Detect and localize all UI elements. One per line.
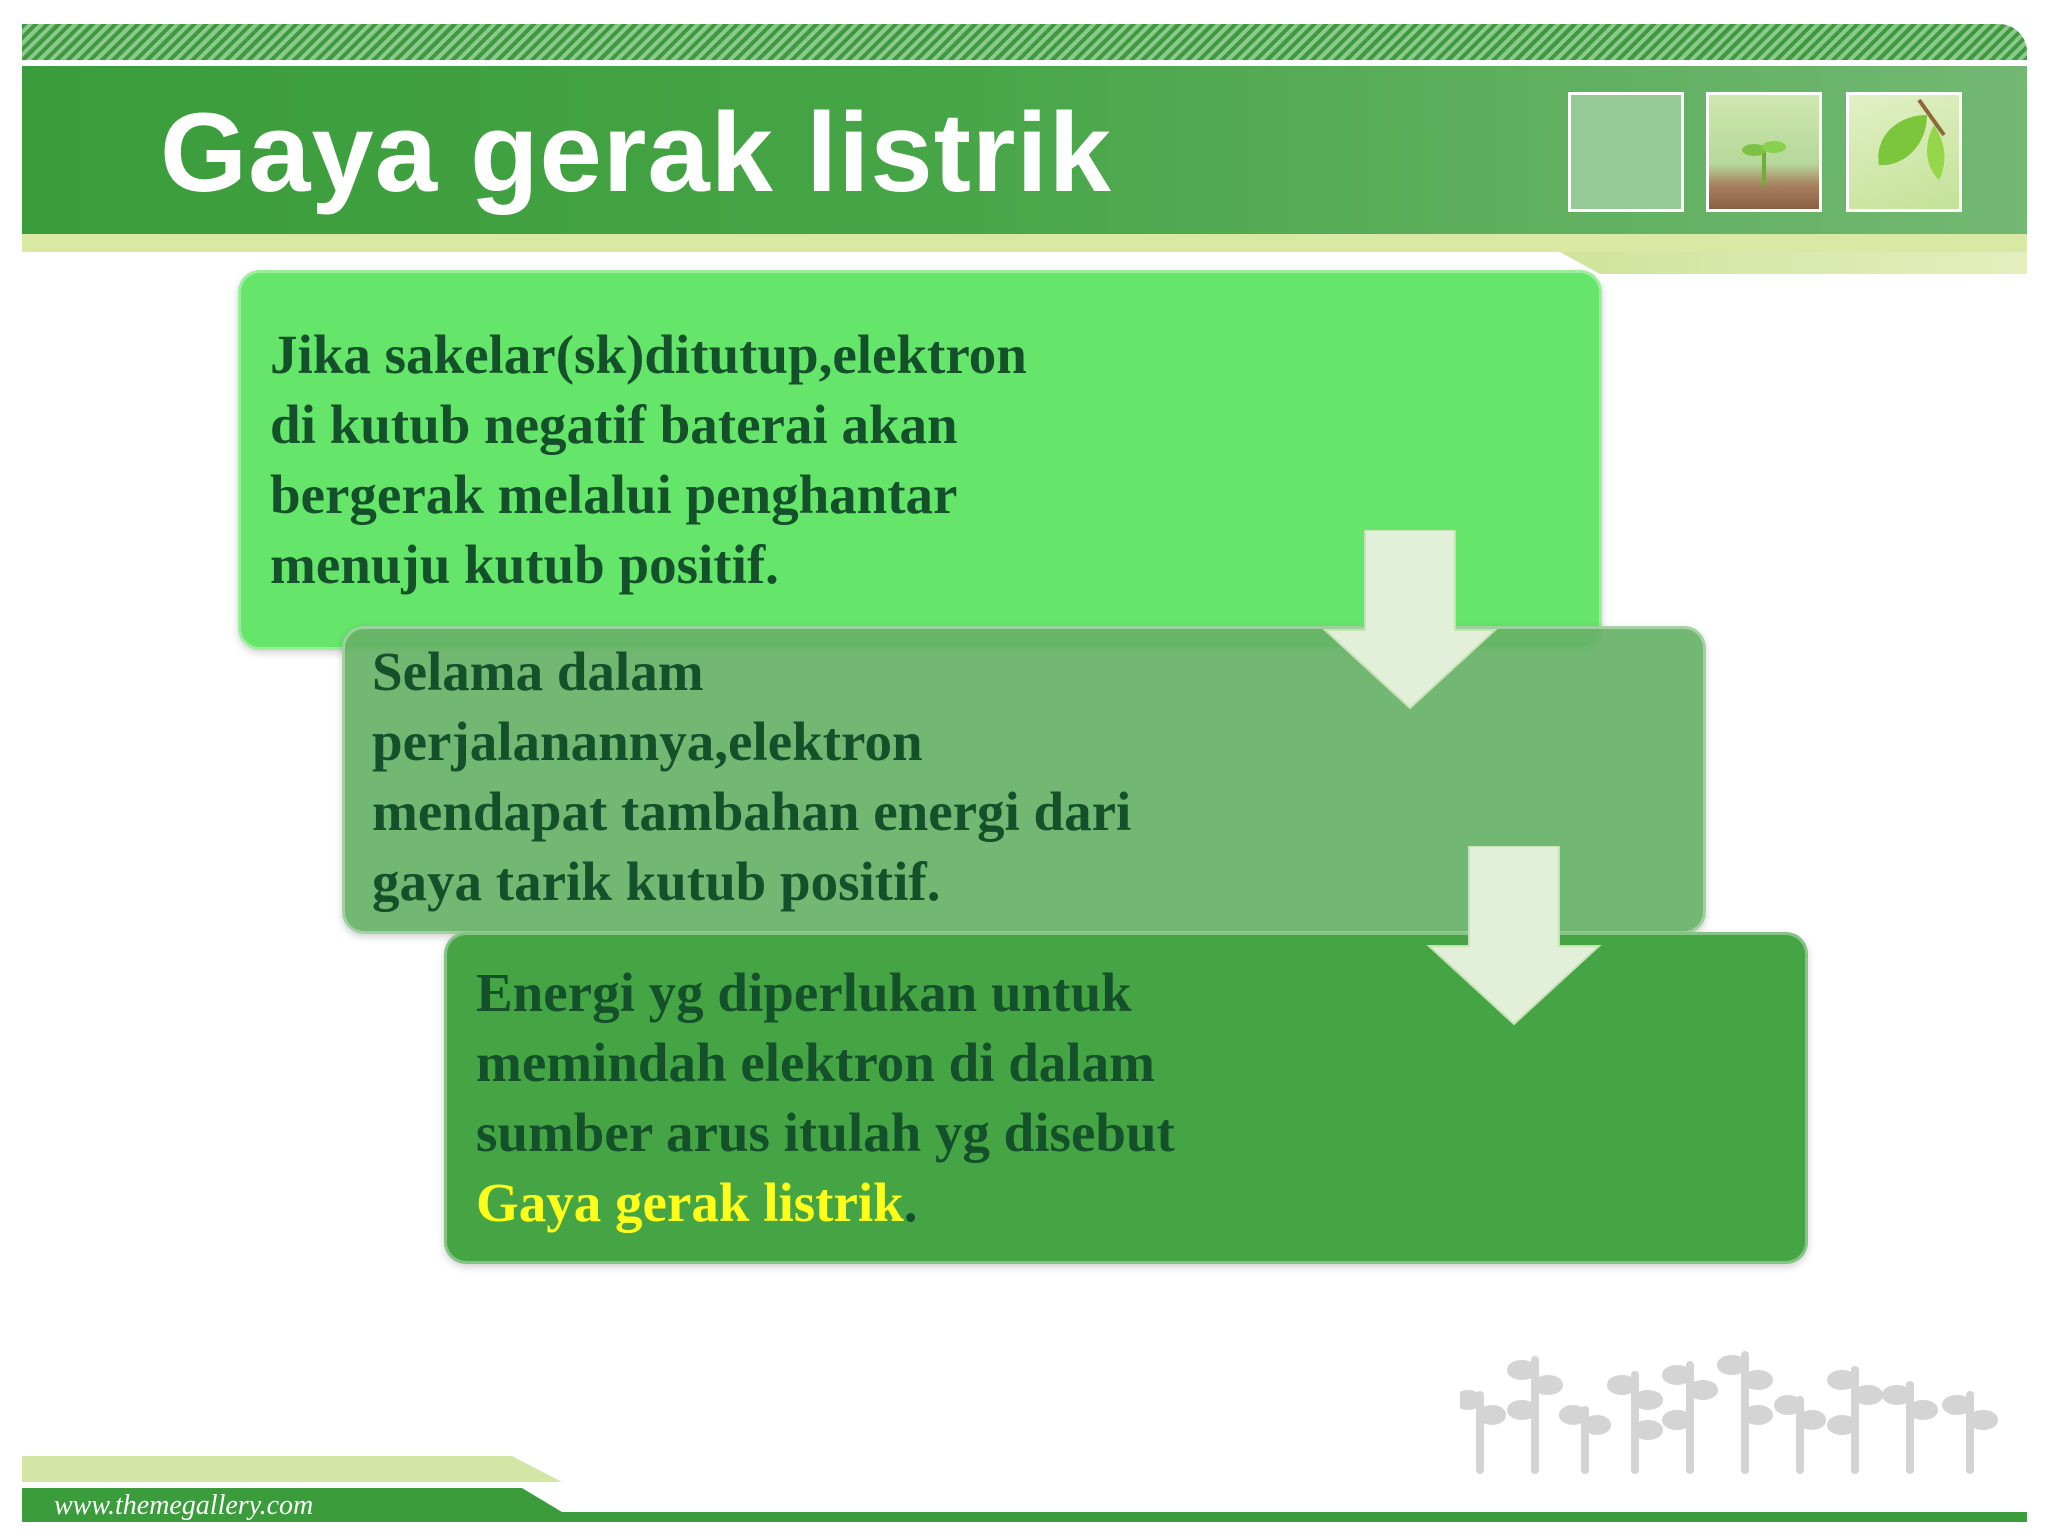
step-3-line: Energi yg diperlukan untuk bbox=[476, 962, 1132, 1023]
leaves-icon bbox=[1849, 95, 1959, 209]
step-3-line: sumber arus itulah yg disebut bbox=[476, 1102, 1175, 1163]
slide-title: Gaya gerak listrik bbox=[160, 90, 1112, 215]
step-3-highlight-suffix: . bbox=[903, 1172, 918, 1233]
step-1-text bbox=[270, 320, 1270, 600]
step-3-highlight: Gaya gerak listrik bbox=[476, 1172, 904, 1233]
step-3-text bbox=[476, 958, 1476, 1238]
footer-url[interactable]: www.themegallery.com bbox=[54, 1490, 314, 1521]
header-hatch-band bbox=[22, 24, 2027, 60]
step-2-line: gaya tarik kutub positif. bbox=[372, 851, 941, 912]
down-arrow-icon bbox=[1424, 846, 1604, 1026]
step-3-line: memindah elektron di dalam bbox=[476, 1032, 1155, 1093]
header-thumbnail-plain bbox=[1568, 92, 1684, 212]
header-thumbnail-leaves bbox=[1846, 92, 1962, 212]
sprouts-decoration-icon bbox=[1460, 1340, 2020, 1475]
step-2-line: Selama dalam bbox=[372, 641, 704, 702]
seedling-icon bbox=[1709, 95, 1819, 209]
header-underline bbox=[22, 234, 2027, 252]
footer-band bbox=[22, 1476, 2027, 1522]
header-thumbnail-seedling bbox=[1706, 92, 1822, 212]
step-2-text bbox=[372, 637, 1372, 917]
step-1-line: bergerak melalui penghantar bbox=[270, 464, 958, 525]
step-1-line: menuju kutub positif. bbox=[270, 534, 779, 595]
step-1-line: di kutub negatif baterai akan bbox=[270, 394, 958, 455]
step-2-line: mendapat tambahan energi dari bbox=[372, 781, 1132, 842]
down-arrow-icon bbox=[1320, 530, 1500, 710]
step-2-line: perjalanannya,elektron bbox=[372, 711, 923, 772]
header-underline-accent bbox=[1560, 252, 2027, 274]
step-1-line: Jika sakelar(sk)ditutup,elektron bbox=[270, 324, 1027, 385]
